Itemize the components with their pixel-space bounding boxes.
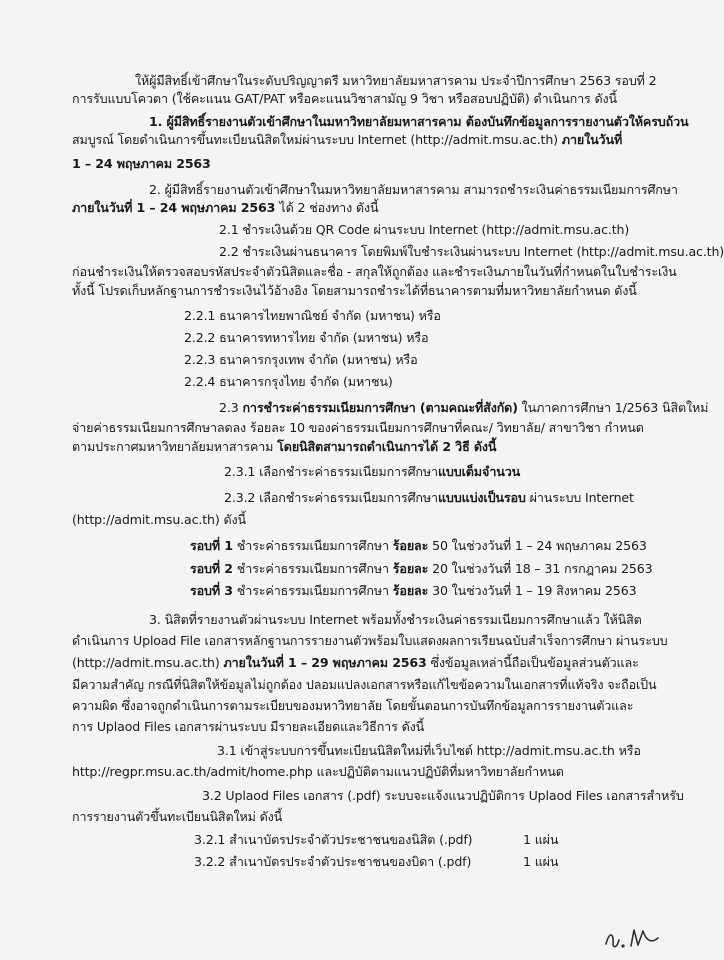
- text-segment: 2.3.1 เลือกชำระค่าธรรมเนียมการศึกษา: [224, 464, 438, 479]
- text-segment: (http://admit.msu.ac.th) ดังนี้: [72, 512, 246, 527]
- text-segment: 2.1 ชำระเงินด้วย QR Code ผ่านระบบ Internet (http://admit.msu.ac.th): [219, 222, 630, 237]
- text-segment: ดำเนินการ Upload File เอกสารหลักฐานการรายงานตัวพร้อมใบแสดงผลการเรียนฉบับสำเร็จการศึกษา ผ่านระบบ: [72, 633, 668, 648]
- text-line: [194, 831, 472, 848]
- quantity-label: 1 แผ่น: [523, 832, 559, 847]
- text-line: [184, 307, 441, 324]
- text-line: [72, 697, 633, 714]
- text-segment: สมบูรณ์ โดยดำเนินการขึ้นทะเบียนนิสิตใหม่ผ่านระบบ Internet (http://admit.msu.ac.th): [72, 132, 562, 147]
- text-segment: ชำระค่าธรรมเนียมการศึกษา: [232, 561, 393, 576]
- text-segment: การชำระค่าธรรมเนียมการศึกษา (ตามคณะที่สังกัด): [242, 400, 518, 415]
- text-line: [202, 787, 684, 804]
- text-line: [72, 718, 424, 735]
- text-line: [217, 742, 641, 759]
- text-segment: ผ่านระบบ Internet: [525, 490, 634, 505]
- text-line: [149, 611, 642, 628]
- text-line: [72, 199, 378, 216]
- text-line: [190, 582, 636, 599]
- text-segment: 2.2.2 ธนาคารทหารไทย จำกัด (มหาชน) หรือ: [184, 330, 429, 345]
- text-segment: 3.2.1 สำเนาบัตรประจำตัวประชาชนของนิสิต (.pdf): [194, 832, 473, 847]
- text-segment: การรับแบบโควตา (ใช้คะแนน GAT/PAT หรือคะแนนวิชาสามัญ 9 วิชา หรือสอบปฏิบัติ) ดำเนินการ ดังนี้: [72, 91, 617, 106]
- text-line: [149, 181, 678, 198]
- text-segment: ก่อนชำระเงินให้ตรวจสอบรหัสประจำตัวนิสิตและชื่อ - สกุลให้ถูกต้อง และชำระเงินภายในวันที่กำหนดในใบชำระเงิน: [72, 264, 677, 279]
- text-segment: ชำระค่าธรรมเนียมการศึกษา: [232, 538, 393, 553]
- text-segment: ภายในวันที่ 1 – 24 พฤษภาคม 2563: [72, 200, 280, 215]
- text-segment: (http://admit.msu.ac.th): [72, 655, 224, 670]
- text-segment: 30 ในช่วงวันที่ 1 – 19 สิงหาคม 2563: [428, 583, 637, 598]
- text-line: [184, 329, 428, 346]
- text-segment: ความผิด ซึ่งอาจถูกดำเนินการตามระเบียบของมหาวิทยาลัย โดยขั้นตอนการบันทึกข้อมูลการรายงานตัวและ: [72, 698, 634, 713]
- text-segment: แบบแบ่งเป็นรอบ: [437, 490, 526, 505]
- text-line: [72, 263, 677, 280]
- text-line: [72, 155, 211, 172]
- text-segment: 3.2.2 สำเนาบัตรประจำตัวประชาชนของบิดา (.pdf): [194, 854, 472, 869]
- text-segment: ร้อยละ: [392, 583, 429, 598]
- text-segment: ร้อยละ: [392, 538, 429, 553]
- text-segment: รอบที่ 2: [190, 561, 233, 576]
- text-line: [72, 676, 656, 693]
- text-segment: 50 ในช่วงวันที่ 1 – 24 พฤษภาคม 2563: [428, 538, 647, 553]
- text-line: [72, 419, 644, 436]
- text-line: [190, 537, 647, 554]
- text-line: [72, 282, 637, 299]
- text-segment: 3.2 Uplaod Files เอกสาร (.pdf) ระบบจะแจ้งแนวปฏิบัติการ Uplaod Files เอกสารสำหรับ: [202, 788, 684, 803]
- text-segment: การ Uplaod Files เอกสารผ่านระบบ มีรายละเอียดและวิธีการ ดังนี้: [72, 719, 425, 734]
- text-line: [219, 399, 708, 416]
- text-line: [184, 373, 393, 390]
- text-segment: 2.2 ชำระเงินผ่านธนาคาร โดยพิมพ์ใบชำระเงินผ่านระบบ Internet (http://admit.msu.ac.th): [219, 244, 724, 259]
- text-segment: ในภาคการศึกษา 1/2563 นิสิตใหม่: [517, 400, 709, 415]
- text-segment: แบบเต็มจำนวน: [437, 464, 521, 479]
- handwritten-signature: [603, 924, 661, 952]
- text-line: [219, 243, 724, 260]
- text-line: [135, 72, 657, 89]
- text-segment: การรายงานตัวขึ้นทะเบียนนิสิตใหม่ ดังนี้: [72, 809, 283, 824]
- text-segment: ตามประกาศมหาวิทยาลัยมหาสารคาม: [72, 439, 278, 454]
- text-segment: ภายในวันที่: [561, 132, 623, 147]
- text-line: [72, 90, 617, 107]
- text-segment: ร้อยละ: [392, 561, 429, 576]
- text-line: [190, 560, 653, 577]
- text-line: [72, 511, 246, 528]
- text-segment: โดยนิสิตสามารถดำเนินการได้ 2 วิธี ดังนี้: [277, 439, 497, 454]
- text-line: [149, 113, 689, 130]
- text-line: [194, 853, 471, 870]
- text-segment: มีความสำคัญ กรณีที่นิสิตให้ข้อมูลไม่ถูกต้อง ปลอมแปลงเอกสารหรือแก้ไขข้อความในเอกสารที่แท้จริง จะถือเป็น: [72, 677, 657, 692]
- text-segment: 3. นิสิตที่รายงานตัวผ่านระบบ Internet พร้อมทั้งชำระเงินค่าธรรมเนียมการศึกษาแล้ว ให้นิสิต: [149, 612, 642, 627]
- text-segment: รอบที่ 1: [190, 538, 233, 553]
- text-segment: 2.2.1 ธนาคารไทยพาณิชย์ จำกัด (มหาชน) หรือ: [184, 308, 441, 323]
- text-segment: 2. ผู้มีสิทธิ์รายงานตัวเข้าศึกษาในมหาวิทยาลัยมหาสารคาม สามารถชำระเงินค่าธรรมเนียมการศึกษา: [149, 182, 678, 197]
- text-line: [72, 131, 622, 148]
- text-segment: 1 – 24 พฤษภาคม 2563: [72, 156, 211, 171]
- text-segment: 3.1 เข้าสู่ระบบการขึ้นทะเบียนนิสิตใหม่ที่เว็บไซต์ http://admit.msu.ac.th หรือ: [217, 743, 641, 758]
- text-line: [184, 351, 418, 368]
- text-segment: ได้ 2 ช่องทาง ดังนี้: [279, 200, 379, 215]
- quantity-label: 1 แผ่น: [523, 854, 559, 869]
- text-segment: ชำระค่าธรรมเนียมการศึกษา: [232, 583, 393, 598]
- text-segment: ทั้งนี้ โปรดเก็บหลักฐานการชำระเงินไว้อ้างอิง โดยสามารถชำระได้ที่ธนาคารตามที่มหาวิทยาลัยกำหนด ดังนี้: [72, 283, 637, 298]
- text-segment: จ่ายค่าธรรมเนียมการศึกษาลดลง ร้อยละ 10 ของค่าธรรมเนียมการศึกษาที่คณะ/ วิทยาลัย/ สาขาวิชา กำหนด: [72, 420, 644, 435]
- text-segment: รอบที่ 3: [190, 583, 233, 598]
- text-segment: 2.3.2 เลือกชำระค่าธรรมเนียมการศึกษา: [224, 490, 438, 505]
- text-line: [72, 763, 564, 780]
- text-line: [219, 221, 629, 238]
- text-segment: ซึ่งข้อมูลเหล่านี้ถือเป็นข้อมูลส่วนตัวและ: [426, 655, 639, 670]
- text-line: [72, 438, 496, 455]
- text-segment: http://regpr.msu.ac.th/admit/home.php และปฏิบัติตามแนวปฏิบัติที่มหาวิทยาลัยกำหนด: [72, 764, 564, 779]
- text-line: [72, 654, 639, 671]
- text-segment: 2.3: [219, 400, 243, 415]
- text-segment: 20 ในช่วงวันที่ 18 – 31 กรกฎาคม 2563: [428, 561, 653, 576]
- text-segment: ให้ผู้มีสิทธิ์เข้าศึกษาในระดับปริญญาตรี มหาวิทยาลัยมหาสารคาม ประจำปีการศึกษา 2563 รอบที่ 2: [135, 73, 657, 88]
- text-segment: ภายในวันที่ 1 – 29 พฤษภาคม 2563: [223, 655, 427, 670]
- text-segment: 2.2.4 ธนาคารกรุงไทย จำกัด (มหาชน): [184, 374, 393, 389]
- text-line: [224, 463, 520, 480]
- text-line: [224, 489, 634, 506]
- text-segment: 2.2.3 ธนาคารกรุงเทพ จำกัด (มหาชน) หรือ: [184, 352, 418, 367]
- text-line: [72, 808, 282, 825]
- text-segment: 1. ผู้มีสิทธิ์รายงานตัวเข้าศึกษาในมหาวิทยาลัยมหาสารคาม ต้องบันทึกข้อมูลการรายงานตัวให้ครบถ้วน: [149, 114, 689, 129]
- text-line: [72, 632, 668, 649]
